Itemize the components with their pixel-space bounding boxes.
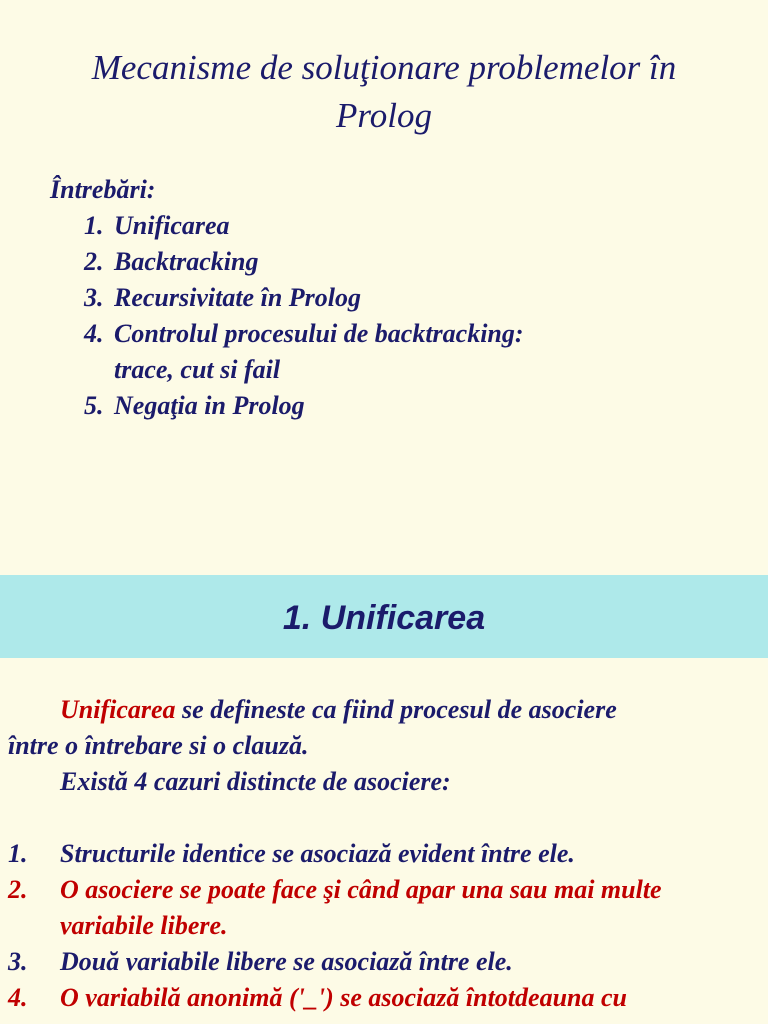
- question-text: Controlul procesului de backtracking:: [114, 319, 524, 348]
- questions-list: [50, 172, 524, 424]
- slide-title-line-2: Prolog: [336, 96, 432, 135]
- case-number: 2.: [8, 875, 28, 904]
- intro-line-1: [8, 692, 760, 728]
- case-number: 3.: [8, 947, 28, 976]
- case-item: [8, 944, 760, 980]
- question-item: [50, 208, 524, 244]
- question-text: Negaţia in Prolog: [114, 391, 305, 420]
- intro-line-3: Există 4 cazuri distincte de asociere:: [60, 767, 451, 796]
- question-text: Recursivitate în Prolog: [114, 283, 361, 312]
- question-item: [50, 316, 524, 388]
- section-title: 1. Unificarea: [282, 599, 486, 637]
- case-number: 1.: [8, 839, 28, 868]
- question-item: [50, 388, 524, 424]
- slide-2-body: [8, 692, 760, 1016]
- case-text: O asociere se poate face şi când apar una sau mai multe variabile libere.: [60, 875, 662, 940]
- question-number: 1.: [84, 211, 104, 240]
- term-highlight: Unificarea: [60, 695, 176, 724]
- case-text: O variabilă anonimă ('_') se asociază întotdeauna cu: [60, 983, 627, 1012]
- question-item: [50, 280, 524, 316]
- slide-title-line-1: Mecanisme de soluţionare problemelor în: [91, 48, 677, 87]
- question-text-continuation: trace, cut si fail: [114, 355, 281, 384]
- question-number: 5.: [84, 391, 104, 420]
- question-number: 2.: [84, 247, 104, 276]
- case-number: 4.: [8, 983, 28, 1012]
- questions-heading: Întrebări:: [50, 175, 156, 204]
- question-text: Backtracking: [114, 247, 259, 276]
- question-item: [50, 244, 524, 280]
- question-number: 3.: [84, 283, 104, 312]
- slide-title: [20, 44, 748, 140]
- question-number: 4.: [84, 319, 104, 348]
- question-text: Unificarea: [114, 211, 230, 240]
- case-text: Două variabile libere se asociază între ele.: [60, 947, 513, 976]
- case-item: [8, 836, 760, 872]
- intro-line-2: între o întrebare si o clauză.: [8, 731, 309, 760]
- intro-text: se defineste ca fiind procesul de asociere: [175, 695, 617, 724]
- cases-list: [8, 836, 760, 1016]
- case-item: [8, 872, 760, 944]
- case-text: Structurile identice se asociază evident între ele.: [60, 839, 575, 868]
- case-item: [8, 980, 760, 1016]
